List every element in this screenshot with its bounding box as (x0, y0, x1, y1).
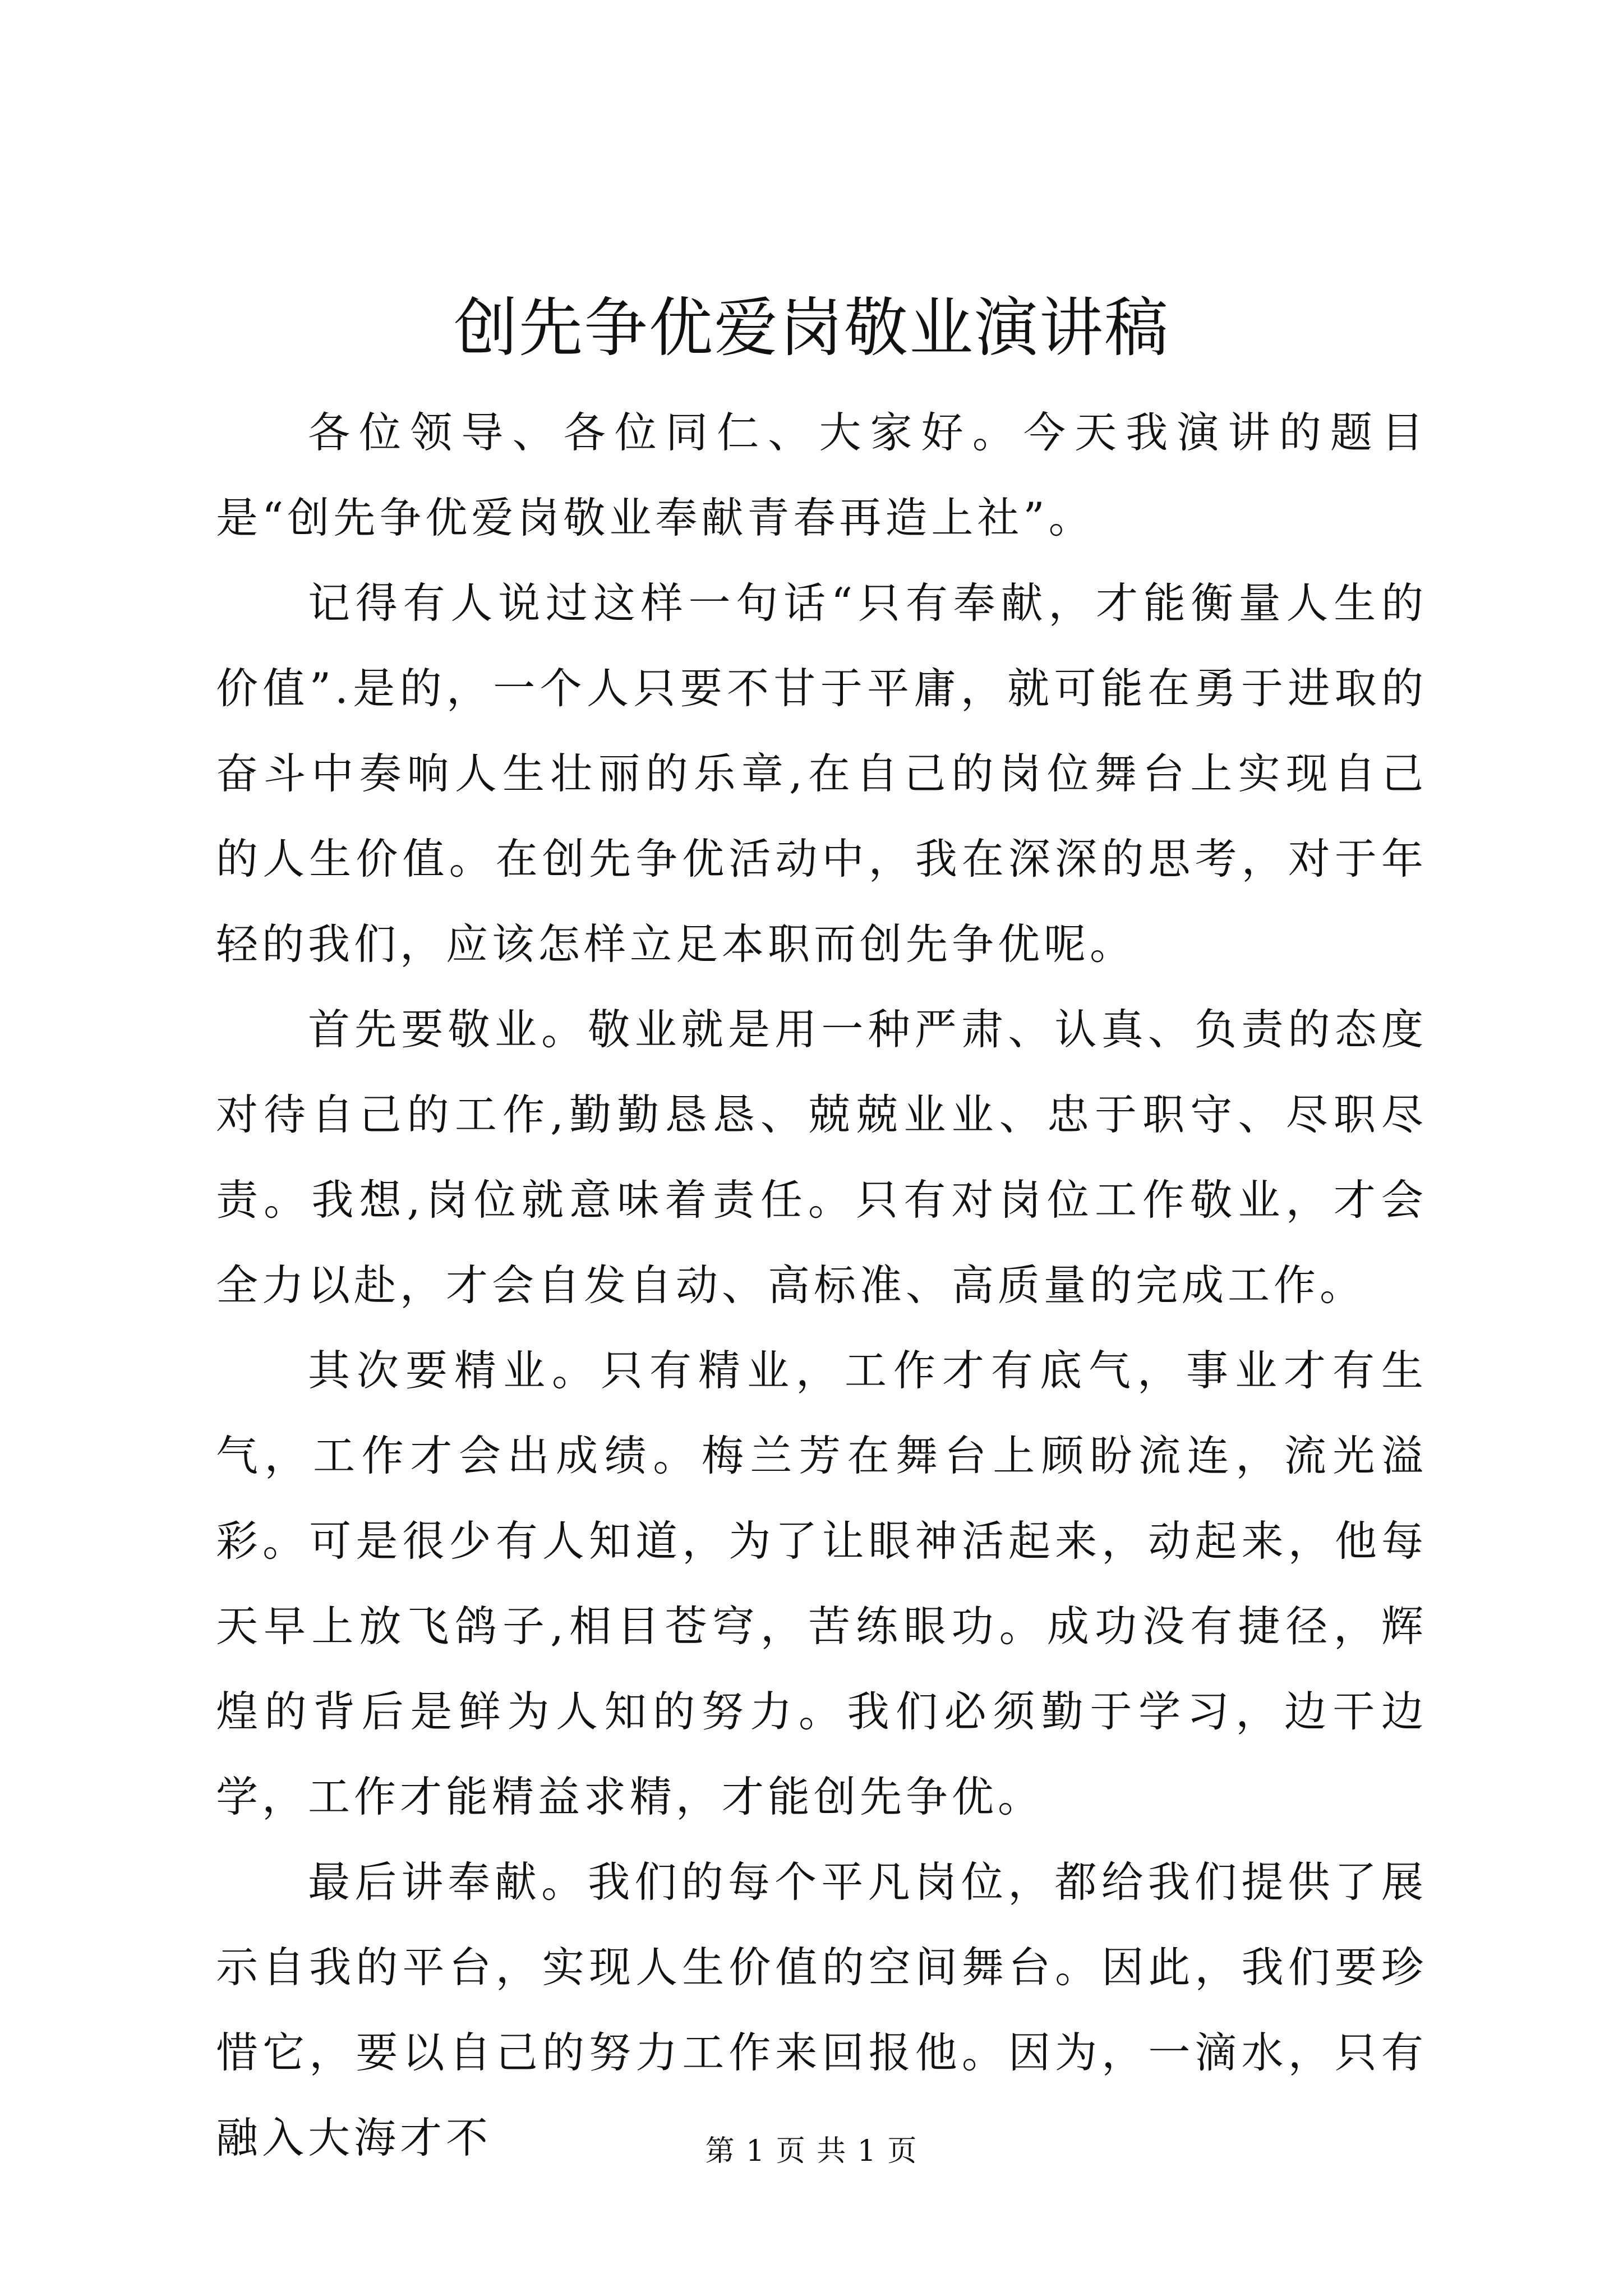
paragraph-introduction: 记得有人说过这样一句话“只有奉献，才能衡量人生的价值”.是的，一个人只要不甘于平庸，就可能在勇于进取的奋斗中奏响人生壮丽的乐章,在自己的岗位舞台上实现自己的人生价值。在创先争优活动中，我在深深的思考，对于年轻的我们，应该怎样立足本职而创先争优呢。 (216, 578, 1427, 969)
document-body (216, 390, 1427, 2180)
paragraph-greeting: 各位领导、各位同仁、大家好。今天我演讲的题目是“创先争优爱岗敬业奉献青春再造上社”。 (216, 408, 1427, 542)
page-footer: 第 1 页 共 1 页 (705, 2134, 918, 2168)
document-title: 创先争优爱岗敬业演讲稿 (453, 291, 1169, 365)
paragraph-dedication: 首先要敬业。敬业就是用一种严肃、认真、负责的态度对待自己的工作,勤勤恳恳、兢兢业业、忠于职守、尽职尽责。我想,岗位就意味着责任。只有对岗位工作敬业，才会全力以赴，才会自发自动、高标准、高质量的完成工作。 (216, 1005, 1427, 1310)
paragraph-contribution: 最后讲奉献。我们的每个平凡岗位，都给我们提供了展示自我的平台，实现人生价值的空间舞台。因此，我们要珍惜它，要以自己的努力工作来回报他。因为，一滴水，只有融入大海才不 (216, 1857, 1427, 2162)
paragraph-excellence: 其次要精业。只有精业，工作才有底气，事业才有生气，工作才会出成绩。梅兰芳在舞台上顾盼流连，流光溢彩。可是很少有人知道，为了让眼神活起来，动起来，他每天早上放飞鸽子,相目苍穹，苦练眼功。成功没有捷径，辉煌的背后是鲜为人知的努力。我们必须勤于学习，边干边学，工作才能精益求精，才能创先争优。 (216, 1346, 1427, 1821)
